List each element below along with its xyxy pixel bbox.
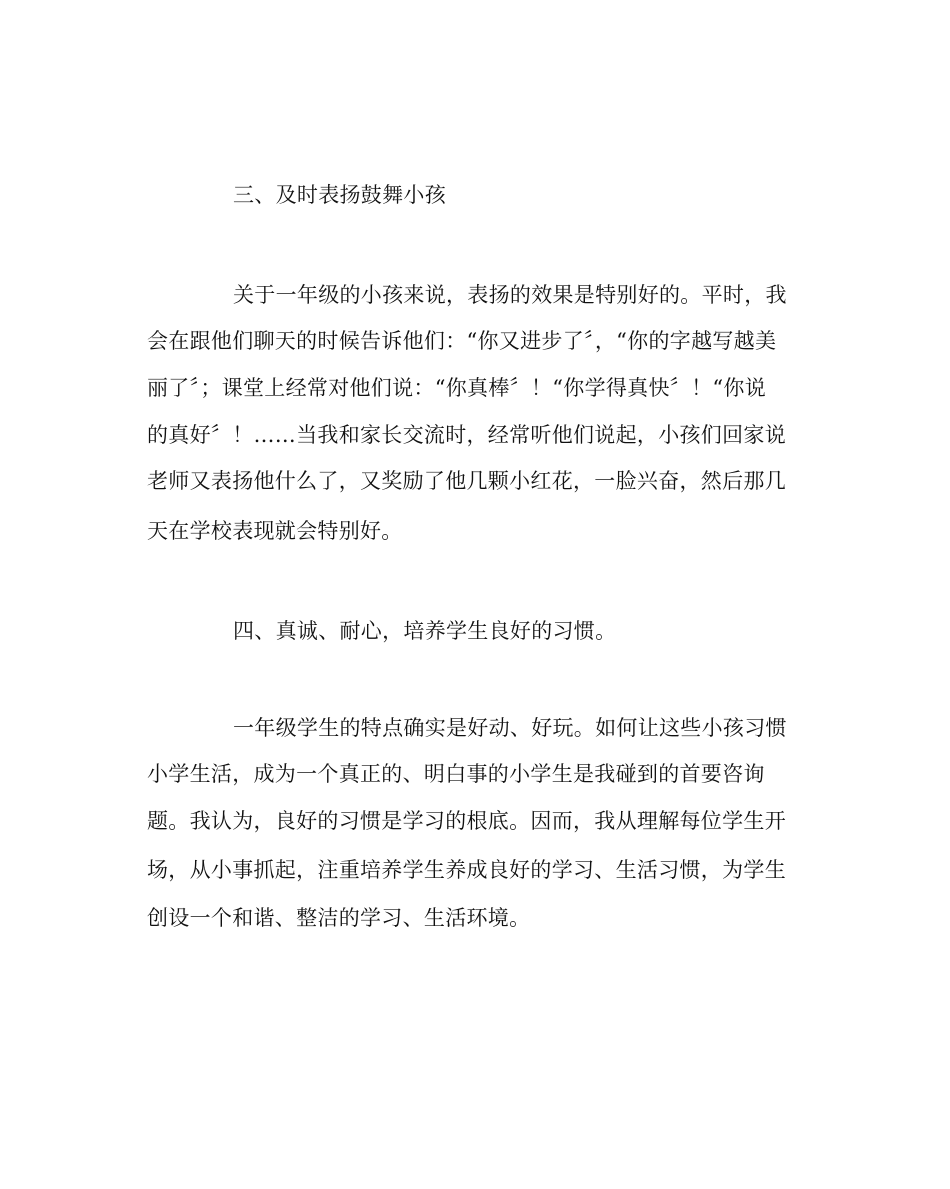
- paragraph-line: 的真好〞！……当我和家长交流时，经常听他们说起，小孩们回家说: [147, 423, 786, 447]
- paragraph-line: 创设一个和谐、整洁的学习、生活环境。: [147, 906, 531, 930]
- paragraph-line: 一年级学生的特点确实是好动、好玩。如何让这些小孩习惯: [233, 716, 787, 740]
- section-heading-4: 四、真诚、耐心，培养学生良好的习惯。: [233, 619, 617, 643]
- paragraph-line: 关于一年级的小孩来说，表扬的效果是特别好的。平时，我: [233, 283, 787, 307]
- paragraph-line: 丽了〞；课堂上经常对他们说：“你真棒〞！“你学得真快〞！“你说: [147, 376, 767, 400]
- paragraph-line: 会在跟他们聊天的时候告诉他们：“你又进步了〞，“你的字越写越美: [147, 329, 777, 353]
- section-heading-3: 三、及时表扬鼓舞小孩: [233, 183, 446, 207]
- paragraph-line: 天在学校表现就会特别好。: [147, 519, 403, 543]
- paragraph-line: 小学生活，成为一个真正的、明白事的小学生是我碰到的首要咨询: [147, 762, 765, 786]
- paragraph-line: 题。我认为，良好的习惯是学习的根底。因而，我从理解每位学生开: [147, 809, 786, 833]
- paragraph-line: 老师又表扬他什么了，又奖励了他几颗小红花，一脸兴奋，然后那几: [147, 469, 786, 493]
- paragraph-line: 场，从小事抓起，注重培养学生养成良好的学习、生活习惯，为学生: [147, 858, 786, 882]
